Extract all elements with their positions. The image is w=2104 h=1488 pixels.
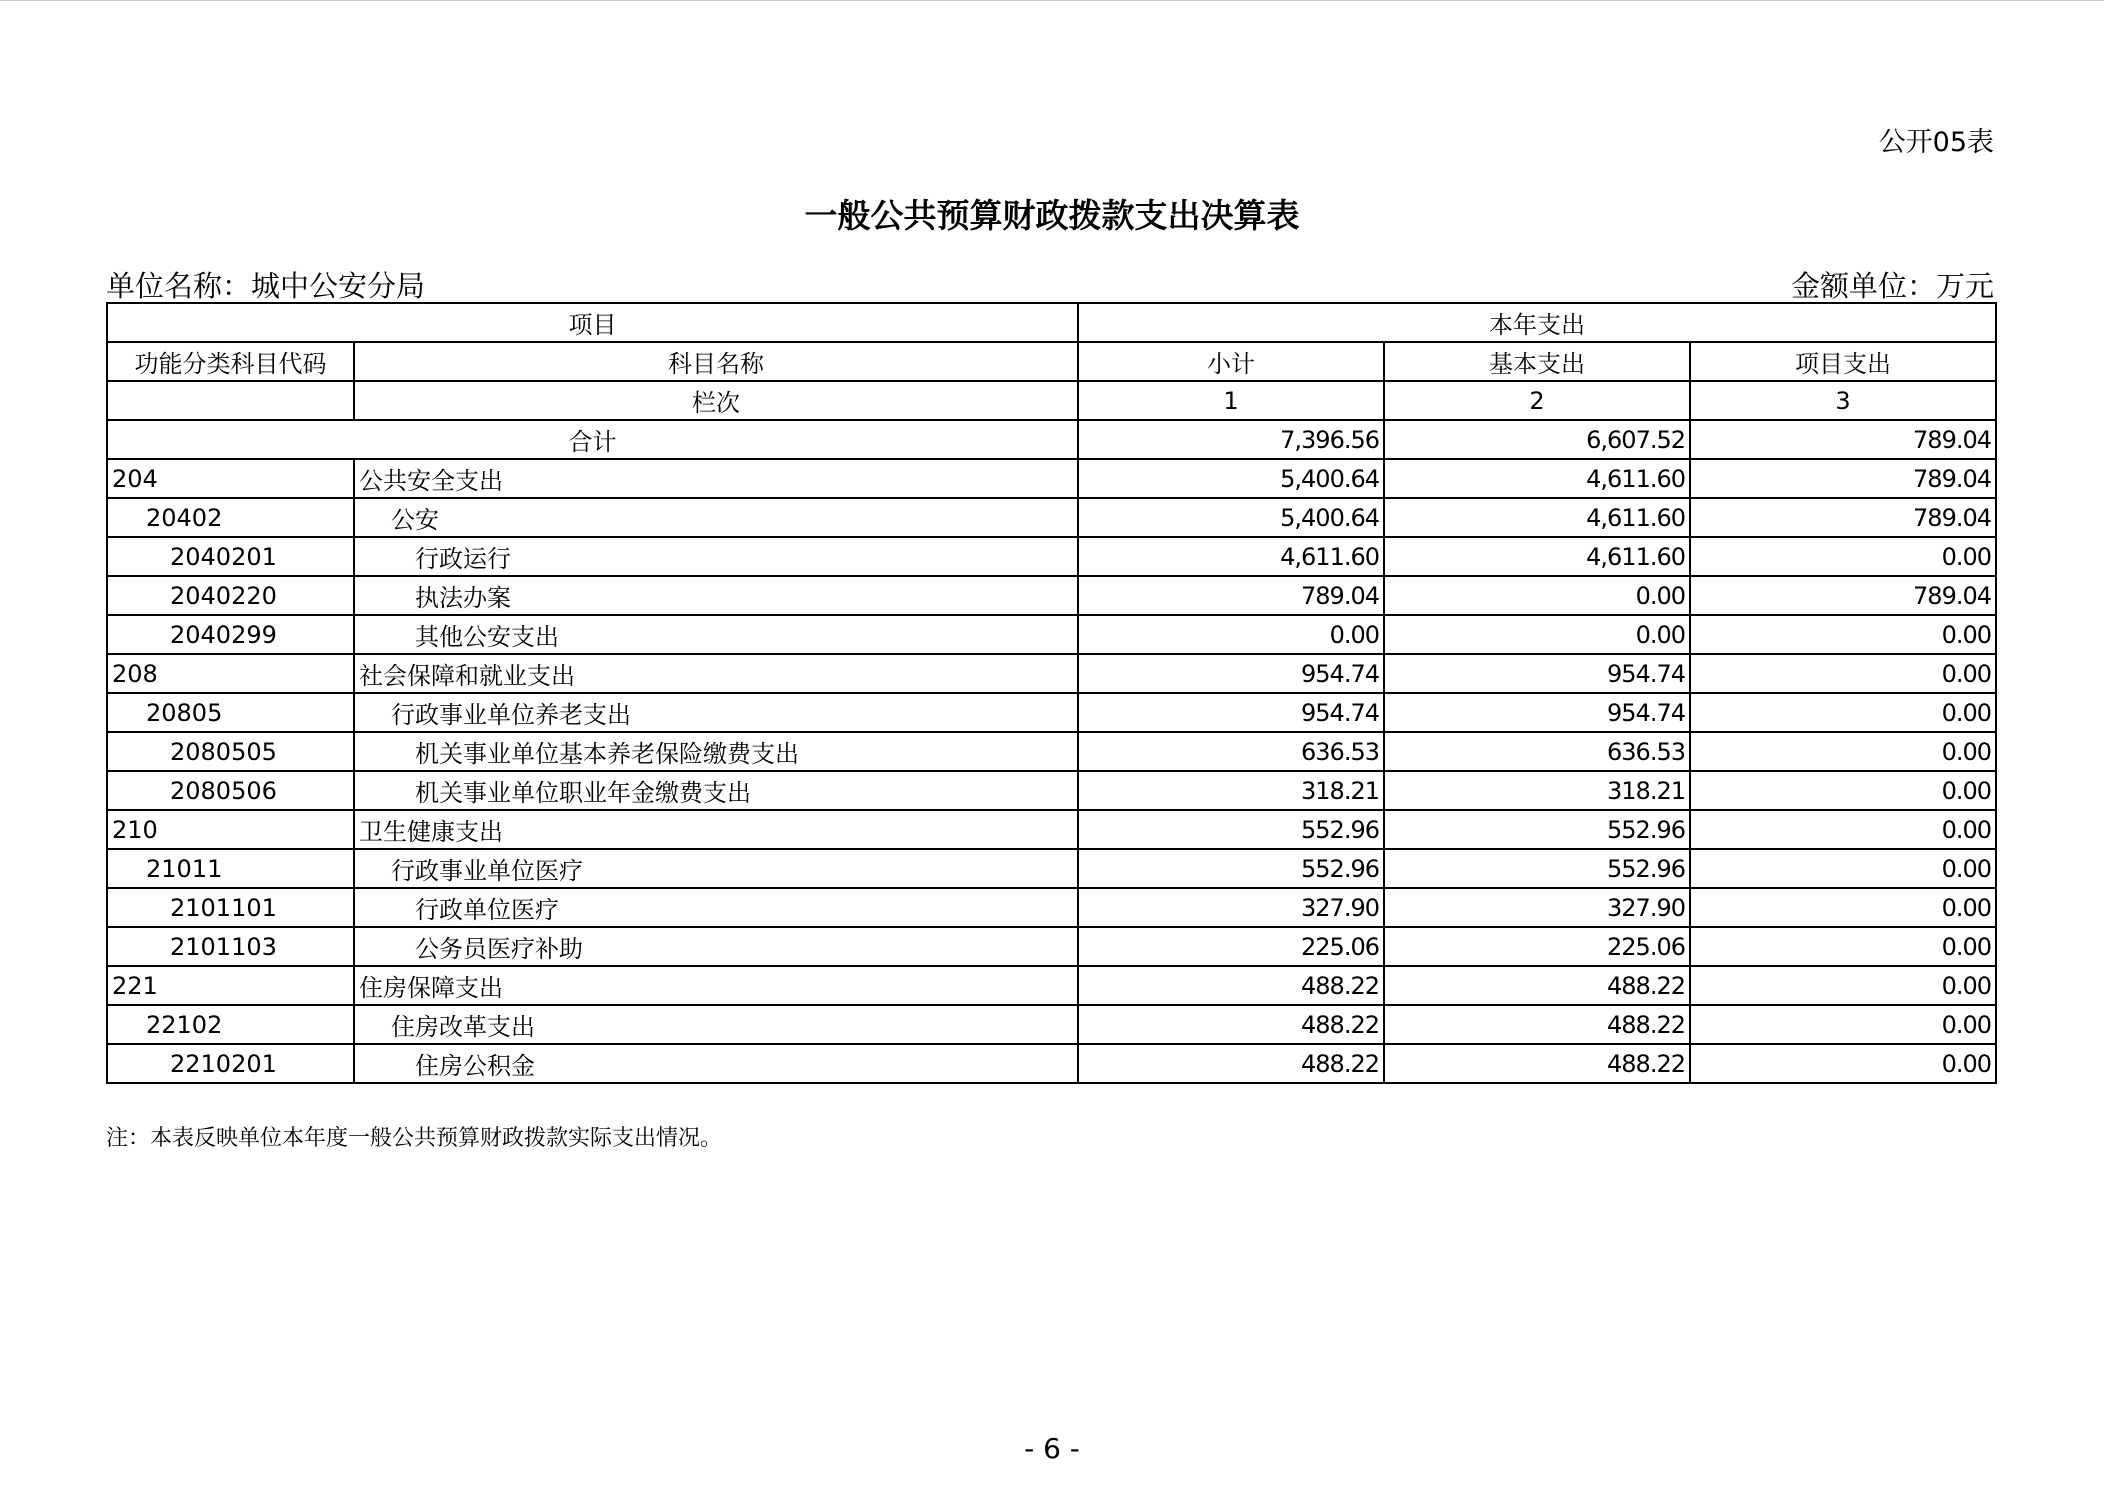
- header-basic: 基本支出: [1384, 342, 1690, 381]
- row-subtotal: 488.22: [1078, 966, 1384, 1005]
- row-code: 2080505: [107, 732, 354, 771]
- row-code: 2101101: [107, 888, 354, 927]
- row-code: 22102: [107, 1005, 354, 1044]
- row-basic: 4,611.60: [1384, 537, 1690, 576]
- row-project: 0.00: [1690, 927, 1996, 966]
- row-code: 20805: [107, 693, 354, 732]
- row-project: 0.00: [1690, 966, 1996, 1005]
- row-name: 公务员医疗补助: [354, 927, 1078, 966]
- total-subtotal: 7,396.56: [1078, 420, 1384, 459]
- row-basic: 636.53: [1384, 732, 1690, 771]
- row-code: 2040299: [107, 615, 354, 654]
- header-empty-cell: [107, 381, 354, 420]
- row-name: 住房公积金: [354, 1044, 1078, 1083]
- unit-name: 单位名称：城中公安分局: [106, 269, 426, 303]
- row-project: 789.04: [1690, 459, 1996, 498]
- row-code: 2080506: [107, 771, 354, 810]
- row-subtotal: 318.21: [1078, 771, 1384, 810]
- row-code: 2101103: [107, 927, 354, 966]
- row-subtotal: 789.04: [1078, 576, 1384, 615]
- row-name: 机关事业单位职业年金缴费支出: [354, 771, 1078, 810]
- row-name: 卫生健康支出: [354, 810, 1078, 849]
- table-code: 公开05表: [1878, 127, 1994, 158]
- row-name: 住房改革支出: [354, 1005, 1078, 1044]
- header-code: 功能分类科目代码: [107, 342, 354, 381]
- row-project: 0.00: [1690, 810, 1996, 849]
- row-name: 社会保障和就业支出: [354, 654, 1078, 693]
- row-basic: 0.00: [1384, 576, 1690, 615]
- row-subtotal: 552.96: [1078, 810, 1384, 849]
- budget-table: [106, 302, 1997, 1084]
- row-subtotal: 488.22: [1078, 1005, 1384, 1044]
- row-basic: 552.96: [1384, 810, 1690, 849]
- row-project: 0.00: [1690, 732, 1996, 771]
- header-row-2: [107, 342, 1996, 381]
- row-project: 0.00: [1690, 888, 1996, 927]
- row-code: 210: [107, 810, 354, 849]
- row-basic: 552.96: [1384, 849, 1690, 888]
- header-col-1: 1: [1078, 381, 1384, 420]
- row-code: 21011: [107, 849, 354, 888]
- row-basic: 488.22: [1384, 1005, 1690, 1044]
- row-basic: 225.06: [1384, 927, 1690, 966]
- row-name: 机关事业单位基本养老保险缴费支出: [354, 732, 1078, 771]
- header-row-3: [107, 381, 1996, 420]
- row-basic: 488.22: [1384, 1044, 1690, 1083]
- table-note: 注：本表反映单位本年度一般公共预算财政拨款实际支出情况。: [106, 1126, 723, 1151]
- table-row: [107, 654, 1996, 693]
- row-project: 0.00: [1690, 849, 1996, 888]
- row-basic: 327.90: [1384, 888, 1690, 927]
- row-code: 2040201: [107, 537, 354, 576]
- header-column-order: 栏次: [354, 381, 1078, 420]
- row-name: 公共安全支出: [354, 459, 1078, 498]
- header-col-2: 2: [1384, 381, 1690, 420]
- row-project: 0.00: [1690, 771, 1996, 810]
- row-project: 0.00: [1690, 654, 1996, 693]
- table-row: [107, 459, 1996, 498]
- row-code: 221: [107, 966, 354, 1005]
- row-code: 204: [107, 459, 354, 498]
- row-code: 2040220: [107, 576, 354, 615]
- table-row: [107, 498, 1996, 537]
- row-subtotal: 954.74: [1078, 693, 1384, 732]
- row-basic: 488.22: [1384, 966, 1690, 1005]
- row-name: 行政事业单位养老支出: [354, 693, 1078, 732]
- row-code: 2210201: [107, 1044, 354, 1083]
- row-project: 0.00: [1690, 615, 1996, 654]
- row-basic: 954.74: [1384, 693, 1690, 732]
- table-row: [107, 615, 1996, 654]
- row-project: 0.00: [1690, 1044, 1996, 1083]
- table-row: [107, 1005, 1996, 1044]
- table-row: [107, 537, 1996, 576]
- row-subtotal: 5,400.64: [1078, 498, 1384, 537]
- header-this-year: 本年支出: [1078, 303, 1996, 342]
- total-row: [107, 420, 1996, 459]
- row-name: 执法办案: [354, 576, 1078, 615]
- report-title: 一般公共预算财政拨款支出决算表: [804, 196, 1300, 235]
- table-row: [107, 771, 1996, 810]
- total-project: 789.04: [1690, 420, 1996, 459]
- row-project: 0.00: [1690, 693, 1996, 732]
- row-name: 公安: [354, 498, 1078, 537]
- page-number: - 6 -: [1024, 1432, 1080, 1465]
- row-subtotal: 552.96: [1078, 849, 1384, 888]
- row-code: 20402: [107, 498, 354, 537]
- row-code: 208: [107, 654, 354, 693]
- header-row-1: [107, 303, 1996, 342]
- row-basic: 4,611.60: [1384, 498, 1690, 537]
- row-subtotal: 4,611.60: [1078, 537, 1384, 576]
- total-label: 合计: [107, 420, 1078, 459]
- table-row: [107, 810, 1996, 849]
- row-subtotal: 636.53: [1078, 732, 1384, 771]
- table-row: [107, 693, 1996, 732]
- row-name: 行政事业单位医疗: [354, 849, 1078, 888]
- header-item: 项目: [107, 303, 1078, 342]
- total-basic: 6,607.52: [1384, 420, 1690, 459]
- table-body: [107, 303, 1996, 1083]
- row-basic: 4,611.60: [1384, 459, 1690, 498]
- row-project: 0.00: [1690, 537, 1996, 576]
- table-row: [107, 888, 1996, 927]
- row-project: 789.04: [1690, 576, 1996, 615]
- row-subtotal: 954.74: [1078, 654, 1384, 693]
- table-row: [107, 576, 1996, 615]
- row-subtotal: 5,400.64: [1078, 459, 1384, 498]
- row-subtotal: 327.90: [1078, 888, 1384, 927]
- amount-unit: 金额单位：万元: [1790, 269, 1994, 303]
- row-subtotal: 488.22: [1078, 1044, 1384, 1083]
- row-basic: 954.74: [1384, 654, 1690, 693]
- row-subtotal: 0.00: [1078, 615, 1384, 654]
- row-basic: 318.21: [1384, 771, 1690, 810]
- table-row: [107, 1044, 1996, 1083]
- row-project: 789.04: [1690, 498, 1996, 537]
- row-basic: 0.00: [1384, 615, 1690, 654]
- row-name: 住房保障支出: [354, 966, 1078, 1005]
- table-row: [107, 966, 1996, 1005]
- row-subtotal: 225.06: [1078, 927, 1384, 966]
- row-project: 0.00: [1690, 1005, 1996, 1044]
- table-row: [107, 732, 1996, 771]
- row-name: 行政运行: [354, 537, 1078, 576]
- row-name: 行政单位医疗: [354, 888, 1078, 927]
- header-project: 项目支出: [1690, 342, 1996, 381]
- header-col-3: 3: [1690, 381, 1996, 420]
- row-name: 其他公安支出: [354, 615, 1078, 654]
- header-subtotal: 小计: [1078, 342, 1384, 381]
- header-name: 科目名称: [354, 342, 1078, 381]
- table-row: [107, 927, 1996, 966]
- page-top-border: [0, 0, 2104, 1]
- table-row: [107, 849, 1996, 888]
